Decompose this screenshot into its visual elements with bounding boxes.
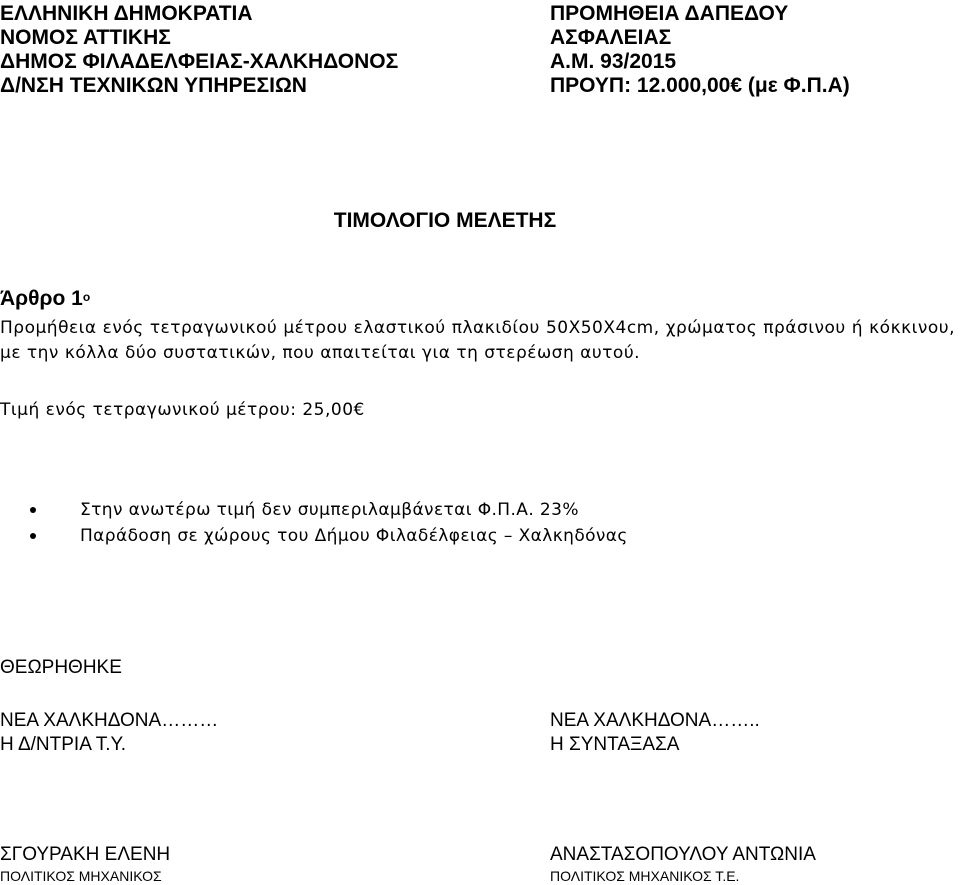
list-item [0, 523, 628, 549]
bullet-icon [30, 533, 36, 539]
bullet-icon [30, 507, 36, 513]
article-description: Προμήθεια ενός τετραγωνικού μέτρου ελαστικού πλακιδίου 50Χ50Χ4cm, χρώματος πράσινου ή κόκκινου, με την κόλλα δύο συστατικών, που απαιτείται για τη στερέωση αυτού. [0, 318, 955, 363]
approver-place: ΝΕΑ ΧΑΛΚΗΔΟΝΑ……… [0, 710, 219, 731]
project-title-line-1: ΠΡΟΜΗΘΕΙΑ ΔΑΠΕΔΟΥ [550, 2, 789, 25]
author-role: Η ΣΥΝΤΑΞΑΣΑ [550, 734, 680, 755]
project-title-line-2: ΑΣΦΑΛΕΙΑΣ [550, 26, 672, 49]
approver-name: ΣΓΟΥΡΑΚΗ ΕΛΕΝΗ [0, 844, 171, 865]
project-block [550, 2, 850, 98]
approval-label: ΘΕΩΡΗΘΗΚΕ [0, 657, 122, 678]
approver-place-role [0, 709, 218, 757]
article-heading-superscript: ο [82, 290, 91, 304]
issuer-country: ΕΛΛΗΝΙΚΗ ΔΗΜΟΚΡΑΤΙΑ [0, 2, 253, 25]
approver-role: Η Δ/ΝΤΡΙΑ Τ.Υ. [0, 734, 127, 755]
project-number: Α.Μ. 93/2015 [550, 50, 677, 73]
author-place-role [550, 709, 760, 757]
note-text: Παράδοση σε χώρους του Δήμου Φιλαδέλφειας – Χαλκηδόνας [80, 526, 628, 546]
note-text: Στην ανωτέρω τιμή δεν συμπεριλαμβάνεται Φ.Π.Α. 23% [80, 500, 579, 520]
notes-list [0, 497, 628, 549]
author-name: ΑΝΑΣΤΑΣΟΠΟΥΛΟΥ ΑΝΤΩΝΙΑ [550, 844, 816, 865]
unit-price: Τιμή ενός τετραγωνικού μέτρου: 25,00€ [0, 400, 365, 420]
list-item [0, 497, 628, 523]
author-title: ΠΟΛΙΤΙΚΟΣ ΜΗΧΑΝΙΚΟΣ Τ.Ε. [550, 868, 740, 884]
project-budget: ΠΡΟΥΠ: 12.000,00€ (με Φ.Π.Α) [550, 74, 850, 97]
approver-signature [0, 843, 170, 885]
author-signature [550, 843, 816, 885]
issuer-municipality: ΔΗΜΟΣ ΦΙΛΑΔΕΛΦΕΙΑΣ-ΧΑΛΚΗΔΟΝΟΣ [0, 50, 399, 73]
document-title: ΤΙΜΟΛΟΓΙΟ ΜΕΛΕΤΗΣ [333, 209, 557, 232]
issuer-prefecture: ΝΟΜΟΣ ΑΤΤΙΚΗΣ [0, 26, 171, 49]
issuer-block [0, 2, 398, 98]
approver-title: ΠΟΛΙΤΙΚΟΣ ΜΗΧΑΝΙΚΟΣ [0, 868, 162, 884]
author-place: ΝΕΑ ΧΑΛΚΗΔΟΝΑ…….. [550, 710, 760, 731]
article-heading [0, 287, 90, 311]
article-heading-text: Άρθρο 1 [0, 287, 83, 310]
issuer-department: Δ/ΝΣΗ ΤΕΧΝΙΚΩΝ ΥΠΗΡΕΣΙΩΝ [0, 74, 307, 97]
